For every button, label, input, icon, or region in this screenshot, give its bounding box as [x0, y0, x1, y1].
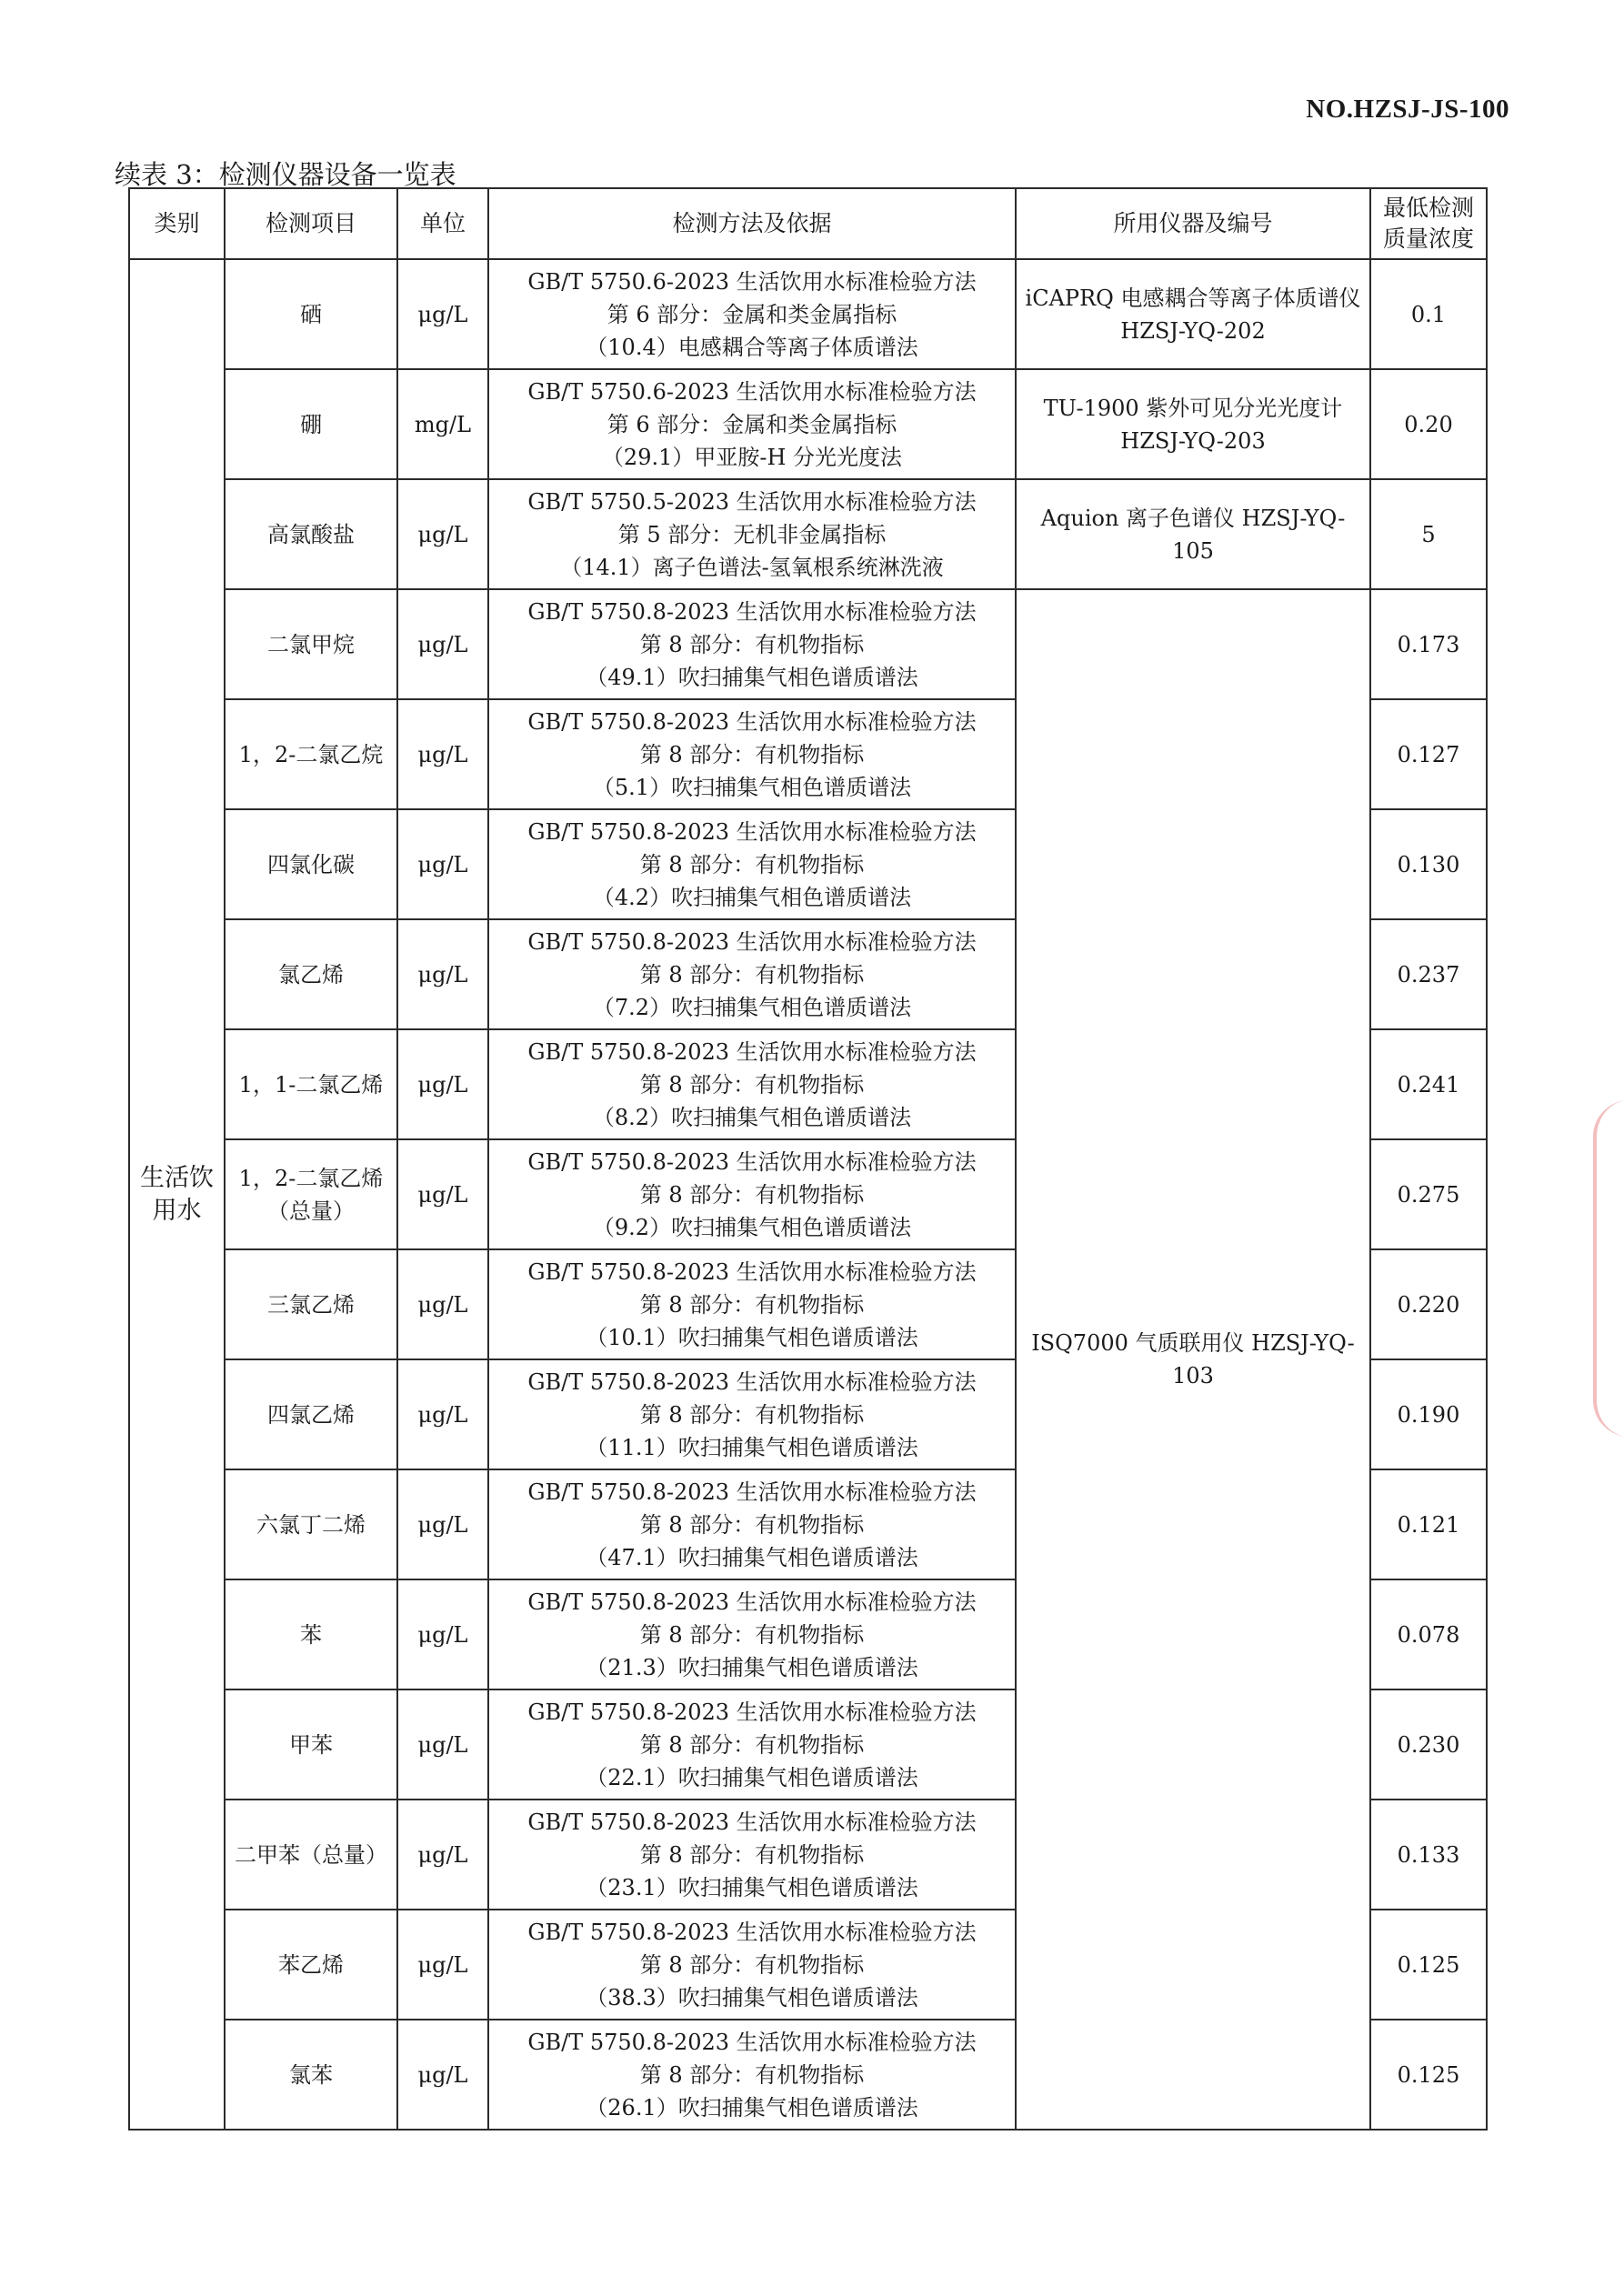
method-cell	[488, 809, 1016, 919]
table-row	[129, 589, 1487, 699]
limit-cell: 0.125	[1370, 2020, 1487, 2130]
method-line: GB/T 5750.8-2023 生活饮用水标准检验方法	[527, 818, 977, 845]
document-number: NO.HZSJ-JS-100	[1306, 95, 1509, 124]
item-cell: 二甲苯（总量）	[225, 1800, 397, 1910]
method-line: 第 8 部分：有机物指标	[639, 961, 865, 988]
method-cell	[488, 589, 1016, 699]
method-line: GB/T 5750.5-2023 生活饮用水标准检验方法	[527, 488, 977, 515]
method-line: GB/T 5750.8-2023 生活饮用水标准检验方法	[527, 928, 977, 955]
method-line: 第 6 部分：金属和类金属指标	[606, 411, 897, 437]
method-line: （14.1）离子色谱法-氢氧根系统淋洗液	[560, 554, 944, 580]
unit-cell: μg/L	[397, 699, 488, 809]
method-line: （29.1）甲亚胺-H 分光光度法	[601, 444, 903, 470]
unit-cell: mg/L	[397, 369, 488, 479]
item-cell: 1，2-二氯乙烷	[225, 699, 397, 809]
limit-cell: 0.173	[1370, 589, 1487, 699]
method-line: GB/T 5750.8-2023 生活饮用水标准检验方法	[527, 1479, 977, 1505]
method-line: 第 8 部分：有机物指标	[639, 1511, 865, 1538]
method-line: GB/T 5750.8-2023 生活饮用水标准检验方法	[527, 1148, 977, 1175]
table-caption: 续表 3：检测仪器设备一览表	[115, 159, 456, 190]
header-unit: 单位	[397, 188, 488, 259]
item-cell: 1，1-二氯乙烯	[225, 1029, 397, 1139]
unit-cell: μg/L	[397, 589, 488, 699]
method-cell	[488, 919, 1016, 1029]
method-line: 第 8 部分：有机物指标	[639, 631, 865, 657]
method-line: 第 8 部分：有机物指标	[639, 1621, 865, 1648]
method-line: GB/T 5750.8-2023 生活饮用水标准检验方法	[527, 2029, 977, 2055]
method-line: （26.1）吹扫捕集气相色谱质谱法	[586, 2094, 918, 2121]
method-line: （21.3）吹扫捕集气相色谱质谱法	[586, 1654, 918, 1680]
method-cell	[488, 1029, 1016, 1139]
method-line: GB/T 5750.8-2023 生活饮用水标准检验方法	[527, 1809, 977, 1835]
method-cell	[488, 1359, 1016, 1469]
unit-cell: μg/L	[397, 1910, 488, 2020]
method-line: （10.4）电感耦合等离子体质谱法	[586, 334, 918, 360]
item-cell: 硼	[225, 369, 397, 479]
item-cell: 三氯乙烯	[225, 1249, 397, 1359]
method-line: 第 8 部分：有机物指标	[639, 1731, 865, 1758]
unit-cell: μg/L	[397, 1029, 488, 1139]
item-cell: 六氯丁二烯	[225, 1469, 397, 1579]
item-cell: 氯乙烯	[225, 919, 397, 1029]
method-cell	[488, 1910, 1016, 2020]
method-line: （7.2）吹扫捕集气相色谱质谱法	[592, 994, 912, 1020]
method-line: 第 8 部分：有机物指标	[639, 1401, 865, 1428]
method-line: GB/T 5750.8-2023 生活饮用水标准检验方法	[527, 1038, 977, 1065]
limit-cell: 0.078	[1370, 1579, 1487, 1689]
limit-cell: 0.275	[1370, 1139, 1487, 1249]
method-cell	[488, 259, 1016, 369]
instrument-table	[128, 187, 1488, 2131]
limit-cell: 0.1	[1370, 259, 1487, 369]
method-line: GB/T 5750.6-2023 生活饮用水标准检验方法	[527, 378, 977, 405]
method-cell	[488, 479, 1016, 589]
method-line: GB/T 5750.8-2023 生活饮用水标准检验方法	[527, 1919, 977, 1945]
limit-cell: 5	[1370, 479, 1487, 589]
method-line: （38.3）吹扫捕集气相色谱质谱法	[586, 1984, 918, 2010]
method-cell	[488, 699, 1016, 809]
method-line: GB/T 5750.8-2023 生活饮用水标准检验方法	[527, 1589, 977, 1615]
method-cell	[488, 1689, 1016, 1800]
method-line: 第 8 部分：有机物指标	[639, 1951, 865, 1978]
table-row	[129, 259, 1487, 369]
method-cell	[488, 1469, 1016, 1579]
item-cell: 四氯乙烯	[225, 1359, 397, 1469]
limit-cell: 0.127	[1370, 699, 1487, 809]
limit-cell: 0.20	[1370, 369, 1487, 479]
limit-cell: 0.230	[1370, 1689, 1487, 1800]
item-cell: 高氯酸盐	[225, 479, 397, 589]
table-row	[129, 369, 1487, 479]
table-header-row	[129, 188, 1487, 259]
method-line: 第 8 部分：有机物指标	[639, 1291, 865, 1318]
unit-cell: μg/L	[397, 1139, 488, 1249]
instrument-cell: Aquion 离子色谱仪 HZSJ-YQ-105	[1016, 479, 1370, 589]
header-instrument: 所用仪器及编号	[1016, 188, 1370, 259]
method-line: （47.1）吹扫捕集气相色谱质谱法	[586, 1544, 918, 1570]
shared-instrument-cell: ISQ7000 气质联用仪 HZSJ-YQ-103	[1016, 589, 1370, 2130]
method-line: GB/T 5750.8-2023 生活饮用水标准检验方法	[527, 1699, 977, 1725]
limit-cell: 0.190	[1370, 1359, 1487, 1469]
unit-cell: μg/L	[397, 259, 488, 369]
limit-cell: 0.241	[1370, 1029, 1487, 1139]
unit-cell: μg/L	[397, 2020, 488, 2130]
method-line: GB/T 5750.6-2023 生活饮用水标准检验方法	[527, 268, 977, 295]
instrument-cell: iCAPRQ 电感耦合等离子体质谱仪 HZSJ-YQ-202	[1016, 259, 1370, 369]
method-line: （5.1）吹扫捕集气相色谱质谱法	[592, 774, 912, 800]
method-cell	[488, 1800, 1016, 1910]
limit-cell: 0.130	[1370, 809, 1487, 919]
item-cell: 硒	[225, 259, 397, 369]
unit-cell: μg/L	[397, 1249, 488, 1359]
limit-cell: 0.125	[1370, 1910, 1487, 2020]
method-cell	[488, 1249, 1016, 1359]
method-line: 第 8 部分：有机物指标	[639, 741, 865, 767]
method-line: 第 6 部分：金属和类金属指标	[606, 301, 897, 327]
unit-cell: μg/L	[397, 1359, 488, 1469]
unit-cell: μg/L	[397, 479, 488, 589]
unit-cell: μg/L	[397, 1800, 488, 1910]
method-line: （9.2）吹扫捕集气相色谱质谱法	[592, 1214, 912, 1240]
method-line: GB/T 5750.8-2023 生活饮用水标准检验方法	[527, 1369, 977, 1395]
method-line: 第 8 部分：有机物指标	[639, 1071, 865, 1098]
method-cell	[488, 1579, 1016, 1689]
method-line: GB/T 5750.8-2023 生活饮用水标准检验方法	[527, 1258, 977, 1285]
instrument-cell: TU-1900 紫外可见分光光度计 HZSJ-YQ-203	[1016, 369, 1370, 479]
header-method: 检测方法及依据	[488, 188, 1016, 259]
method-line: GB/T 5750.8-2023 生活饮用水标准检验方法	[527, 598, 977, 625]
method-line: GB/T 5750.8-2023 生活饮用水标准检验方法	[527, 708, 977, 735]
header-item: 检测项目	[225, 188, 397, 259]
method-line: 第 8 部分：有机物指标	[639, 1181, 865, 1208]
item-cell: 1，2-二氯乙烯（总量）	[225, 1139, 397, 1249]
method-line: 第 8 部分：有机物指标	[639, 1841, 865, 1868]
method-line: 第 8 部分：有机物指标	[639, 851, 865, 877]
method-line: （8.2）吹扫捕集气相色谱质谱法	[592, 1104, 912, 1130]
method-line: 第 5 部分：无机非金属指标	[617, 521, 887, 547]
limit-cell: 0.237	[1370, 919, 1487, 1029]
limit-cell: 0.220	[1370, 1249, 1487, 1359]
unit-cell: μg/L	[397, 1689, 488, 1800]
method-line: （4.2）吹扫捕集气相色谱质谱法	[592, 884, 912, 910]
header-category: 类别	[129, 188, 225, 259]
method-line: （10.1）吹扫捕集气相色谱质谱法	[586, 1324, 918, 1350]
method-cell	[488, 1139, 1016, 1249]
limit-cell: 0.121	[1370, 1469, 1487, 1579]
category-cell: 生活饮用水	[129, 259, 225, 2130]
method-line: （11.1）吹扫捕集气相色谱质谱法	[586, 1434, 918, 1460]
unit-cell: μg/L	[397, 809, 488, 919]
method-line: 第 8 部分：有机物指标	[639, 2061, 865, 2088]
method-cell	[488, 2020, 1016, 2130]
item-cell: 二氯甲烷	[225, 589, 397, 699]
limit-cell: 0.133	[1370, 1800, 1487, 1910]
unit-cell: μg/L	[397, 919, 488, 1029]
item-cell: 四氯化碳	[225, 809, 397, 919]
method-cell	[488, 369, 1016, 479]
table-row	[129, 479, 1487, 589]
method-line: （49.1）吹扫捕集气相色谱质谱法	[586, 664, 918, 690]
item-cell: 苯乙烯	[225, 1910, 397, 2020]
unit-cell: μg/L	[397, 1579, 488, 1689]
red-seal-stamp	[1593, 1100, 1624, 1437]
unit-cell: μg/L	[397, 1469, 488, 1579]
item-cell: 甲苯	[225, 1689, 397, 1800]
method-line: （23.1）吹扫捕集气相色谱质谱法	[586, 1874, 918, 1900]
item-cell: 苯	[225, 1579, 397, 1689]
item-cell: 氯苯	[225, 2020, 397, 2130]
header-limit: 最低检测质量浓度	[1370, 188, 1487, 259]
method-line: （22.1）吹扫捕集气相色谱质谱法	[586, 1764, 918, 1790]
